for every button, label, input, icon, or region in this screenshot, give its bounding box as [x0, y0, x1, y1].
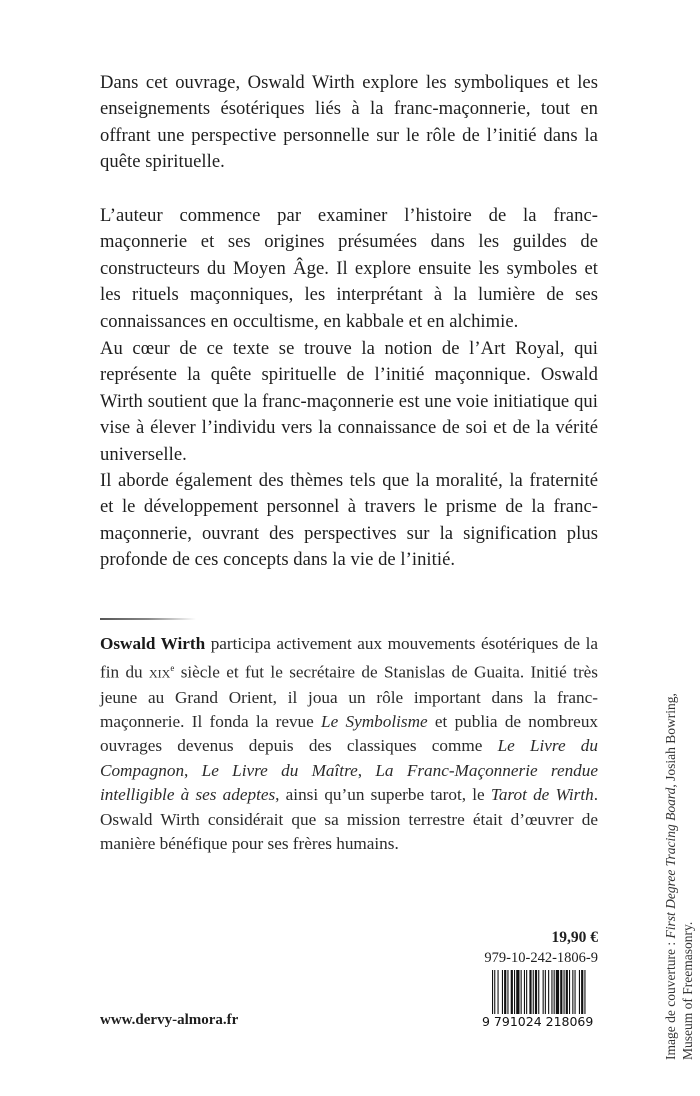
book-title: Le Symbolisme [321, 711, 428, 731]
barcode-bar [575, 970, 576, 1014]
credit-line-2: Museum of Freemasonry. [680, 921, 695, 1060]
barcode-bar [535, 970, 537, 1014]
credit-title: First Degree Tracing Board [663, 787, 678, 939]
barcode-bar [502, 970, 503, 1014]
bio-text: , [357, 760, 376, 780]
credit-prefix: Image de couverture : [663, 938, 678, 1060]
barcode-bar [507, 970, 508, 1014]
description-paragraph-2: L’auteur commence par examiner l’histoire de la franc-maçonnerie et ses origines présumées dans les guildes de constructeurs du Moyen Âge. Il explore ensuite les symboles et les rituels maçonniques, les interprétant à la lumière de ses connaissances en occultisme, en kabbale et en alchimie. [100, 205, 598, 332]
publisher-website[interactable]: www.dervy-almora.fr [100, 1012, 239, 1028]
barcode-bar [560, 970, 562, 1014]
barcode-bars [492, 970, 586, 1014]
century-superscript: e [170, 663, 175, 674]
barcode-bar [543, 970, 544, 1014]
barcode-bar [511, 970, 513, 1014]
barcode-bar [569, 970, 570, 1014]
barcode-bar [548, 970, 549, 1014]
bio-text: . Oswald Wirth considérait que sa mission terrestre était d’œuvrer de manière bénéfique pour ses frères humains. [100, 785, 598, 853]
bio-text: , ainsi qu’un superbe tarot, le [275, 785, 491, 805]
description-paragraph-4: Il aborde également des thèmes tels que la moralité, la fraternité et le développement personnel à travers le prisme de la franc-maçonnerie, ouvrant des perspectives sur la signification plus profonde de ces concepts dans la vie de l’initié. [100, 470, 598, 571]
author-bio [100, 632, 598, 856]
barcode-bar [564, 970, 565, 1014]
barcode-bar [554, 970, 555, 1014]
barcode-bar [551, 970, 552, 1014]
book-title: La Franc-Maçonnerie rendue intelligible à ses adeptes [100, 760, 598, 805]
barcode-bar [514, 970, 515, 1014]
barcode-digits: 9 791024 218069 [482, 1014, 594, 1028]
barcode-bar [526, 970, 527, 1014]
author-name: Oswald Wirth [100, 634, 206, 653]
price: 19,90 € [551, 929, 598, 946]
bio-text: siècle et fut le secrétaire de Stanislas de Guaita. Initié très jeune au Grand Orient, il joua un rôle important dans la franc-maçonnerie. Il fonda la revue [100, 663, 598, 731]
isbn: 979-10-242-1806-9 [484, 950, 598, 966]
bio-text: et publia de nombreux ouvrages devenus depuis des classiques comme [100, 711, 599, 756]
barcode-bar [579, 970, 580, 1014]
barcode-bar [504, 970, 506, 1014]
barcode-bar [572, 970, 573, 1014]
barcode-bar [516, 970, 519, 1014]
bio-text: , [184, 760, 202, 780]
barcode-bar [584, 970, 585, 1014]
cover-image-credit [662, 693, 696, 1060]
description-paragraph-1: Dans cet ouvrage, Oswald Wirth explore les symboliques et les enseignements ésotériques liés à la franc-maçonnerie, tout en offrant une perspective personnelle sur le rôle de l’initié dans la quête spirituelle. [100, 72, 598, 173]
bio-text: participa activement aux mouvements ésotériques de la fin du [100, 634, 598, 683]
barcode-bar [521, 970, 522, 1014]
book-title: Le Livre du Maître [201, 760, 358, 780]
barcode-bar [529, 970, 531, 1014]
section-divider [100, 618, 196, 620]
barcode-bar [492, 970, 493, 1014]
barcode [482, 970, 602, 1028]
barcode-bar [498, 970, 499, 1014]
barcode-bar [524, 970, 525, 1014]
barcode-bar [581, 970, 583, 1014]
book-title: Le Livre du Compagnon [100, 736, 598, 780]
book-title: Tarot de Wirth [490, 785, 594, 805]
century-numeral: xix [149, 663, 171, 683]
barcode-bar [494, 970, 495, 1014]
barcode-bar [566, 970, 568, 1014]
barcode-bar [545, 970, 546, 1014]
barcode-bar [556, 970, 559, 1014]
barcode-bar [533, 970, 534, 1014]
credit-suffix: , Josiah Bowring, [663, 693, 678, 788]
description-paragraph-3: Au cœur de ce texte se trouve la notion de l’Art Royal, qui représente la quête spirituelle de l’initié maçonnique. Oswald Wirth soutient que la franc-maçonnerie est une voie initiatique qui vise à élever l’individu vers la connaissance de soi et de la vérité universelle. [100, 338, 598, 465]
barcode-bar [538, 970, 539, 1014]
